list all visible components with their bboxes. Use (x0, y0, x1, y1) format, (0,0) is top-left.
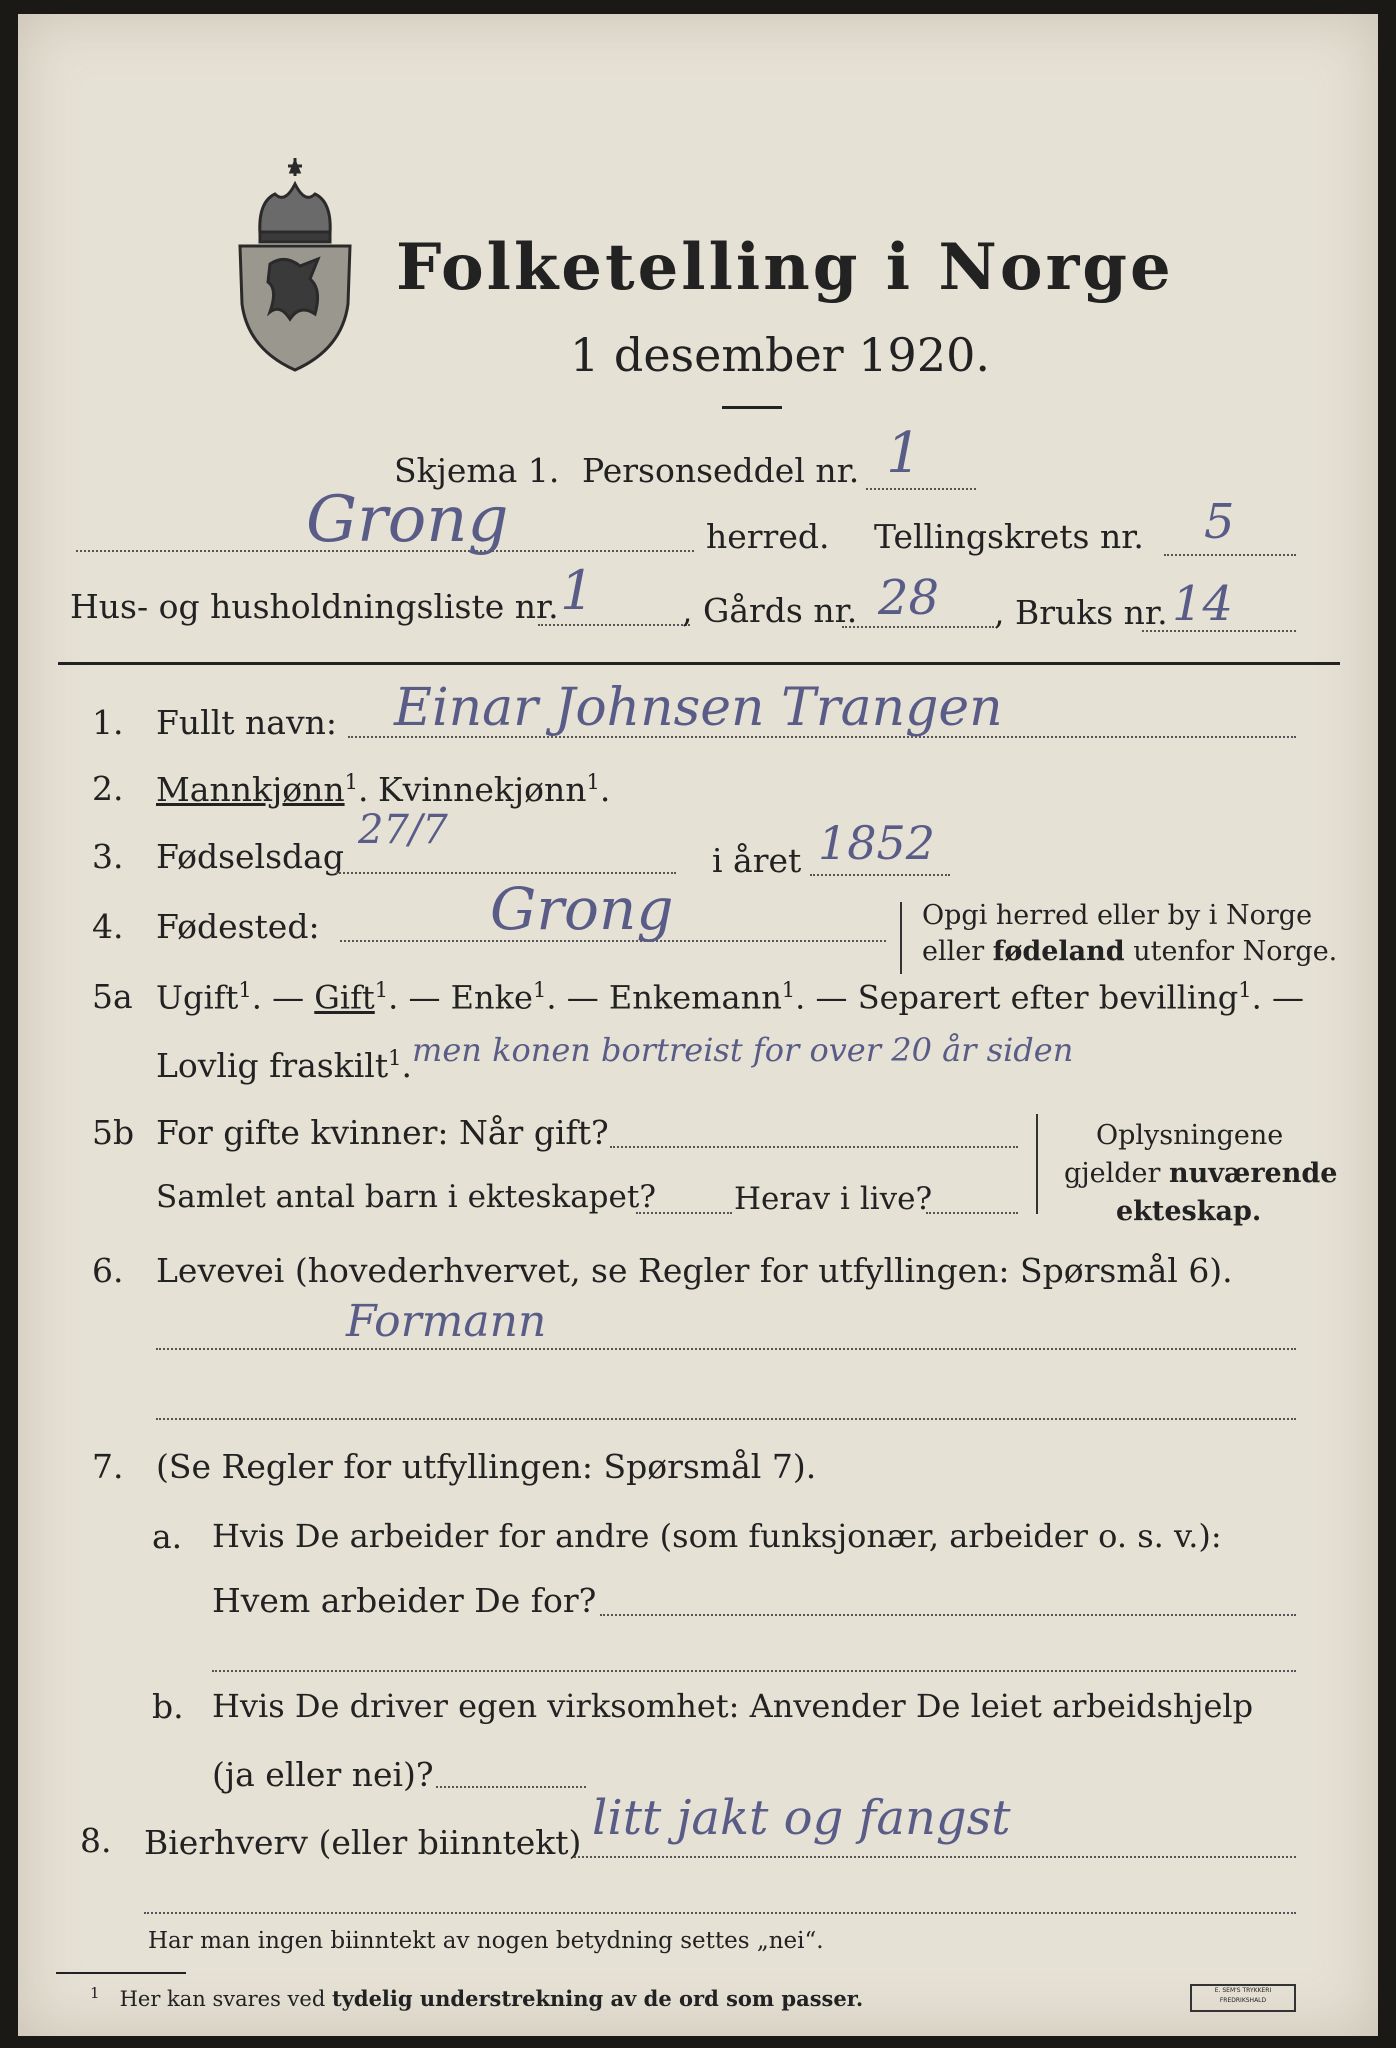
q4-note-1: Opgi herred eller by i Norge (922, 900, 1313, 931)
gards-value: 28 (878, 570, 940, 626)
norwegian-coat-of-arms-icon (230, 154, 360, 374)
q7-label: (Se Regler for utfyllingen: Spørsmål 7). (156, 1447, 817, 1486)
q8-number: 8. (80, 1821, 112, 1860)
personseddel-label: Personseddel nr. (582, 451, 860, 490)
q7a-line-extra (212, 1670, 1296, 1672)
q7b-line (436, 1786, 586, 1788)
q7b-letter: b. (152, 1687, 184, 1726)
q6-line-1 (156, 1348, 1296, 1350)
q1-label: Fullt navn: (156, 703, 337, 742)
printer-stamp: E. SEM'S TRYKKERI FREDRIKSHALD (1190, 1984, 1296, 2012)
q6-label: Levevei (hovederhvervet, se Regler for utfyllingen: Spørsmål 6). (156, 1251, 1233, 1290)
q4-value: Grong (490, 875, 674, 943)
q5b-line-2a: Samlet antal barn i ekteskapet? (156, 1179, 656, 1215)
footnote: $^1$ Her kan svares ved tydelig understrekning av de ord som passer. (90, 1984, 864, 2011)
gards-label: , Gårds nr. (682, 591, 858, 630)
q3-value: 27/7 (358, 807, 448, 853)
header-rule (58, 662, 1340, 665)
q3-line (336, 872, 676, 874)
q7a-letter: a. (152, 1517, 183, 1556)
nei-note: Har man ingen biinntekt av nogen betydning settes „nei“. (148, 1928, 824, 1954)
tellingskrets-line (1164, 554, 1296, 556)
hus-value: 1 (560, 559, 595, 622)
q5b-gift-line (610, 1146, 1018, 1148)
herred-label: herred. (706, 517, 830, 556)
hus-label: Hus- og husholdningsliste nr. (70, 587, 559, 626)
q8-label: Bierhverv (eller biinntekt) (144, 1823, 582, 1862)
q7-number: 7. (92, 1447, 124, 1486)
q8-line-extra (144, 1912, 1296, 1914)
q6-number: 6. (92, 1251, 124, 1290)
q5b-note-2: gjelder nuværende (1064, 1158, 1338, 1189)
q5b-barn-line (636, 1212, 732, 1214)
q5a-fraskilt: Lovlig fraskilt$^1$. (156, 1046, 412, 1085)
q5a-number: 5a (92, 977, 133, 1016)
personseddel-line (866, 488, 976, 490)
q3-label: Fødselsdag (156, 837, 344, 876)
q6-value: Formann (346, 1296, 547, 1347)
q5a-options: Ugift$^1$. — Gift$^1$. — Enke$^1$. — Enkemann$^1$. — Separert efter bevilling$^1$. — (156, 978, 1304, 1017)
q5b-number: 5b (92, 1113, 135, 1152)
q7a-line-2: Hvem arbeider De for? (212, 1581, 597, 1620)
q4-number: 4. (92, 907, 124, 946)
q4-note-2: eller fødeland utenfor Norge. (922, 936, 1338, 967)
q5b-line-1: For gifte kvinner: Når gift? (156, 1113, 609, 1152)
q2-female: Kvinnekjønn$^1$. (378, 770, 611, 809)
hus-line (538, 624, 690, 626)
census-form (18, 14, 1378, 2036)
q3-year-label: i året (712, 841, 802, 880)
personseddel-value: 1 (886, 421, 922, 486)
q6-line-2 (156, 1418, 1296, 1420)
tellingskrets-value: 5 (1204, 494, 1235, 550)
title-divider (722, 406, 782, 409)
q7a-line-1: Hvis De arbeider for andre (som funksjonær, arbeider o. s. v.): (212, 1517, 1222, 1555)
bruks-value: 14 (1172, 576, 1234, 632)
q7a-line (600, 1614, 1296, 1616)
footnote-rule (56, 1972, 186, 1974)
q5b-note-3: ekteskap. (1116, 1196, 1262, 1227)
q4-label: Fødested: (156, 907, 320, 946)
q2-male: Mannkjønn$^1$. (156, 770, 369, 809)
q8-line (574, 1856, 1296, 1858)
q3-year-value: 1852 (818, 816, 936, 870)
q1-number: 1. (92, 703, 124, 742)
q2-number: 2. (92, 769, 124, 808)
skjema-label: Skjema 1. (394, 451, 560, 490)
bruks-label: , Bruks nr. (994, 593, 1168, 632)
herred-value: Grong (306, 483, 509, 557)
gards-line (842, 626, 994, 628)
census-date: 1 desember 1920. (570, 328, 990, 382)
q3-year-line (810, 874, 950, 876)
q7b-line-2: (ja eller nei)? (212, 1755, 434, 1794)
q5b-brace (1036, 1114, 1038, 1214)
q5b-line-2b: Herav i live? (734, 1181, 933, 1217)
q5a-value: men konen bortreist for over 20 år siden (412, 1031, 1074, 1069)
q8-value: litt jakt og fangst (592, 1790, 1011, 1846)
q3-number: 3. (92, 837, 124, 876)
q1-value: Einar Johnsen Trangen (394, 678, 1003, 738)
q4-brace (900, 902, 902, 974)
form-title: Folketelling i Norge (396, 230, 1174, 305)
q5b-live-line (926, 1212, 1018, 1214)
q7b-line-1: Hvis De driver egen virksomhet: Anvender De leiet arbeidshjelp (212, 1687, 1254, 1725)
q5b-note-1: Oplysningene (1096, 1120, 1284, 1151)
tellingskrets-label: Tellingskrets nr. (874, 517, 1144, 556)
